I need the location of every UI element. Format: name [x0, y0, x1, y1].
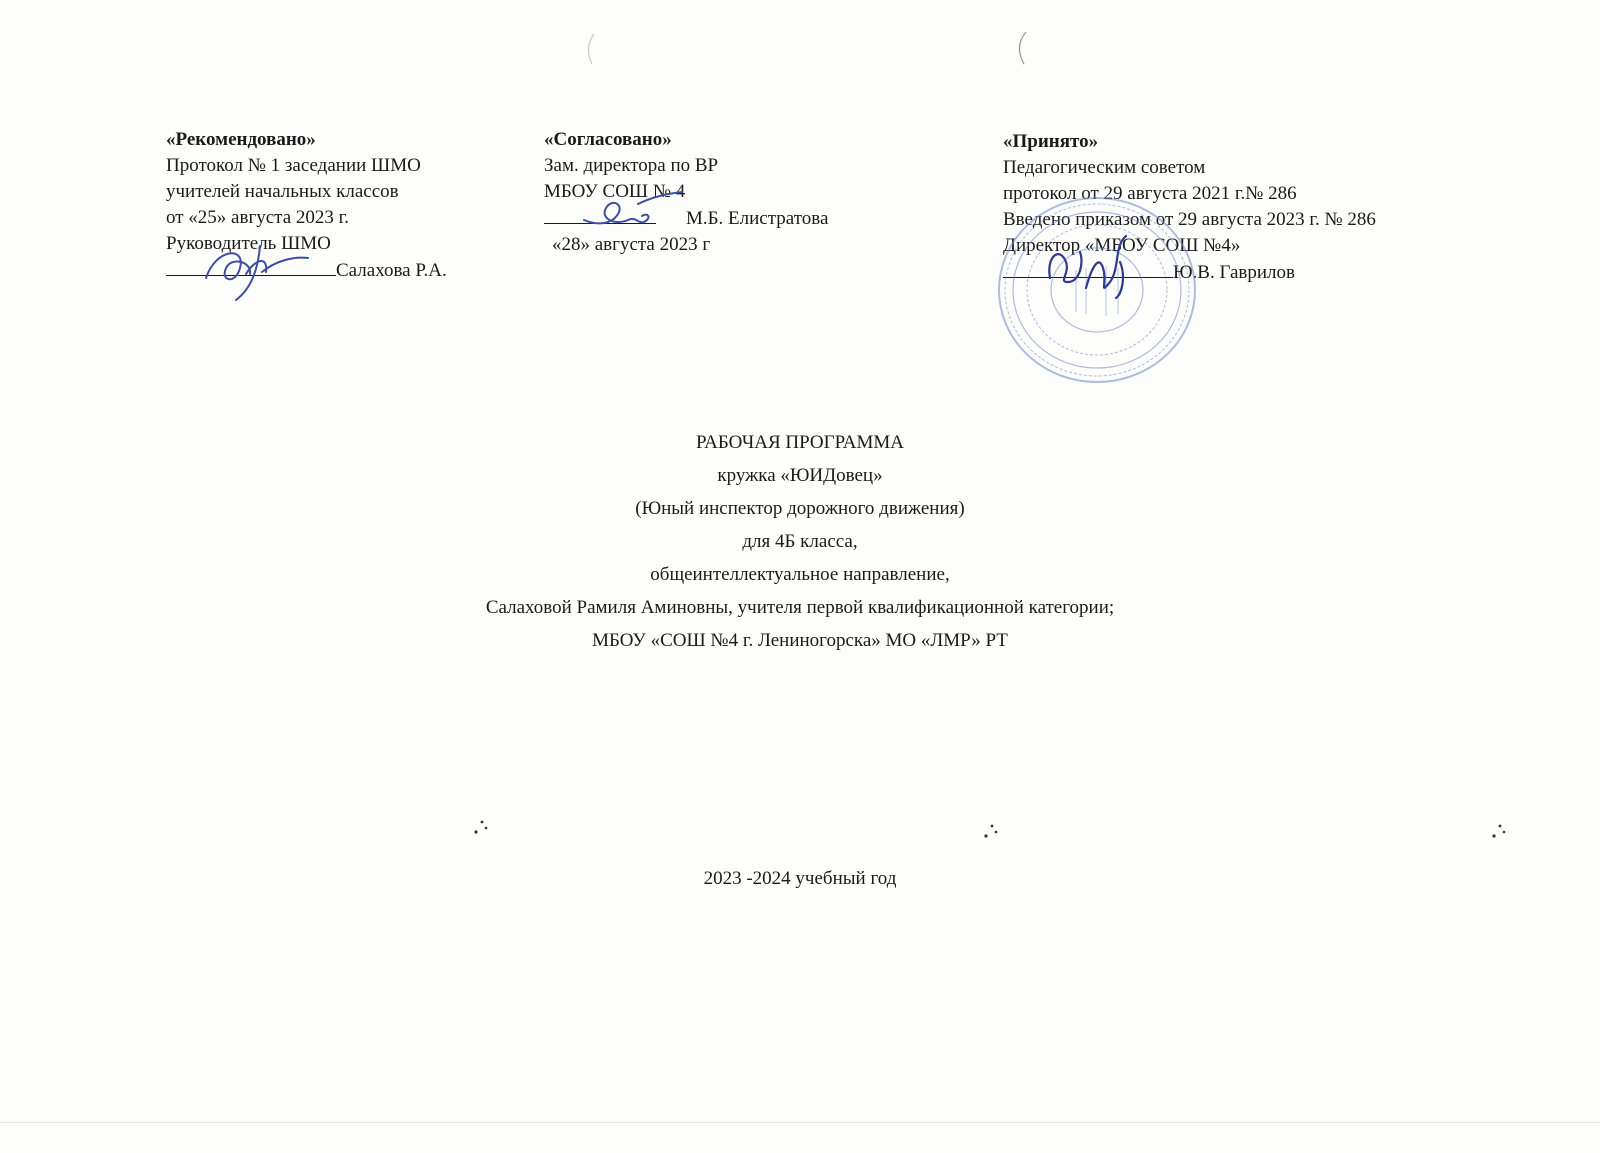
accepted-line-4: Директор «МБОУ СОШ №4» [1003, 235, 1241, 256]
accepted-signature-line [1003, 259, 1376, 286]
recommended-block [166, 127, 447, 284]
scan-speckle [1488, 820, 1512, 844]
accepted-line-3: Введено приказом от 29 августа 2023 г. № 286 [1003, 209, 1376, 230]
recommended-signer: Салахова Р.А. [336, 260, 447, 281]
agreed-line-2: МБОУ СОШ № 4 [544, 181, 686, 202]
scan-mark [1010, 30, 1030, 66]
agreed-date: «28» августа 2023 г [552, 234, 711, 255]
club-description: (Юный инспектор дорожного движения) [635, 498, 965, 519]
accepted-line-1: Педагогическим советом [1003, 157, 1206, 178]
recommended-line-3: от «25» августа 2023 г. [166, 207, 350, 228]
accepted-heading: «Принято» [1003, 131, 1099, 152]
signature-blank [1003, 259, 1173, 278]
scan-mark [580, 32, 600, 66]
recommended-line-1: Протокол № 1 заседании ШМО [166, 155, 421, 176]
class-grade: для 4Б класса, [742, 531, 858, 552]
club-name: кружка «ЮИДовец» [717, 465, 883, 486]
agreed-line-1: Зам. директора по ВР [544, 155, 719, 176]
signature-blank [544, 205, 656, 224]
program-direction: общеинтеллектуальное направление, [650, 564, 950, 585]
scan-speckle [470, 816, 494, 840]
agreed-signature-line [544, 205, 828, 232]
recommended-line-4: Руководитель ШМО [166, 233, 331, 254]
recommended-line-2: учителей начальных классов [166, 181, 399, 202]
school-name: МБОУ «СОШ №4 г. Лениногорска» МО «ЛМР» РТ [592, 630, 1008, 651]
agreed-signer: М.Б. Елистратова [686, 208, 829, 229]
academic-year: 2023 -2024 учебный год [703, 868, 897, 889]
accepted-block [1003, 129, 1376, 286]
accepted-line-2: протокол от 29 августа 2021 г.№ 286 [1003, 183, 1297, 204]
recommended-signature-line [166, 257, 447, 284]
scan-speckle [980, 820, 1004, 844]
program-title-area [0, 426, 1600, 657]
recommended-heading: «Рекомендовано» [166, 129, 316, 150]
accepted-signer: Ю.В. Гаврилов [1173, 262, 1295, 283]
program-title: РАБОЧАЯ ПРОГРАММА [696, 432, 904, 453]
signature-blank [166, 257, 336, 276]
page-bottom-edge [0, 1122, 1600, 1123]
agreed-heading: «Согласовано» [544, 129, 672, 150]
agreed-block [544, 127, 828, 258]
teacher-name: Салаховой Рамиля Аминовны, учителя первой квалификационной категории; [485, 597, 1115, 618]
